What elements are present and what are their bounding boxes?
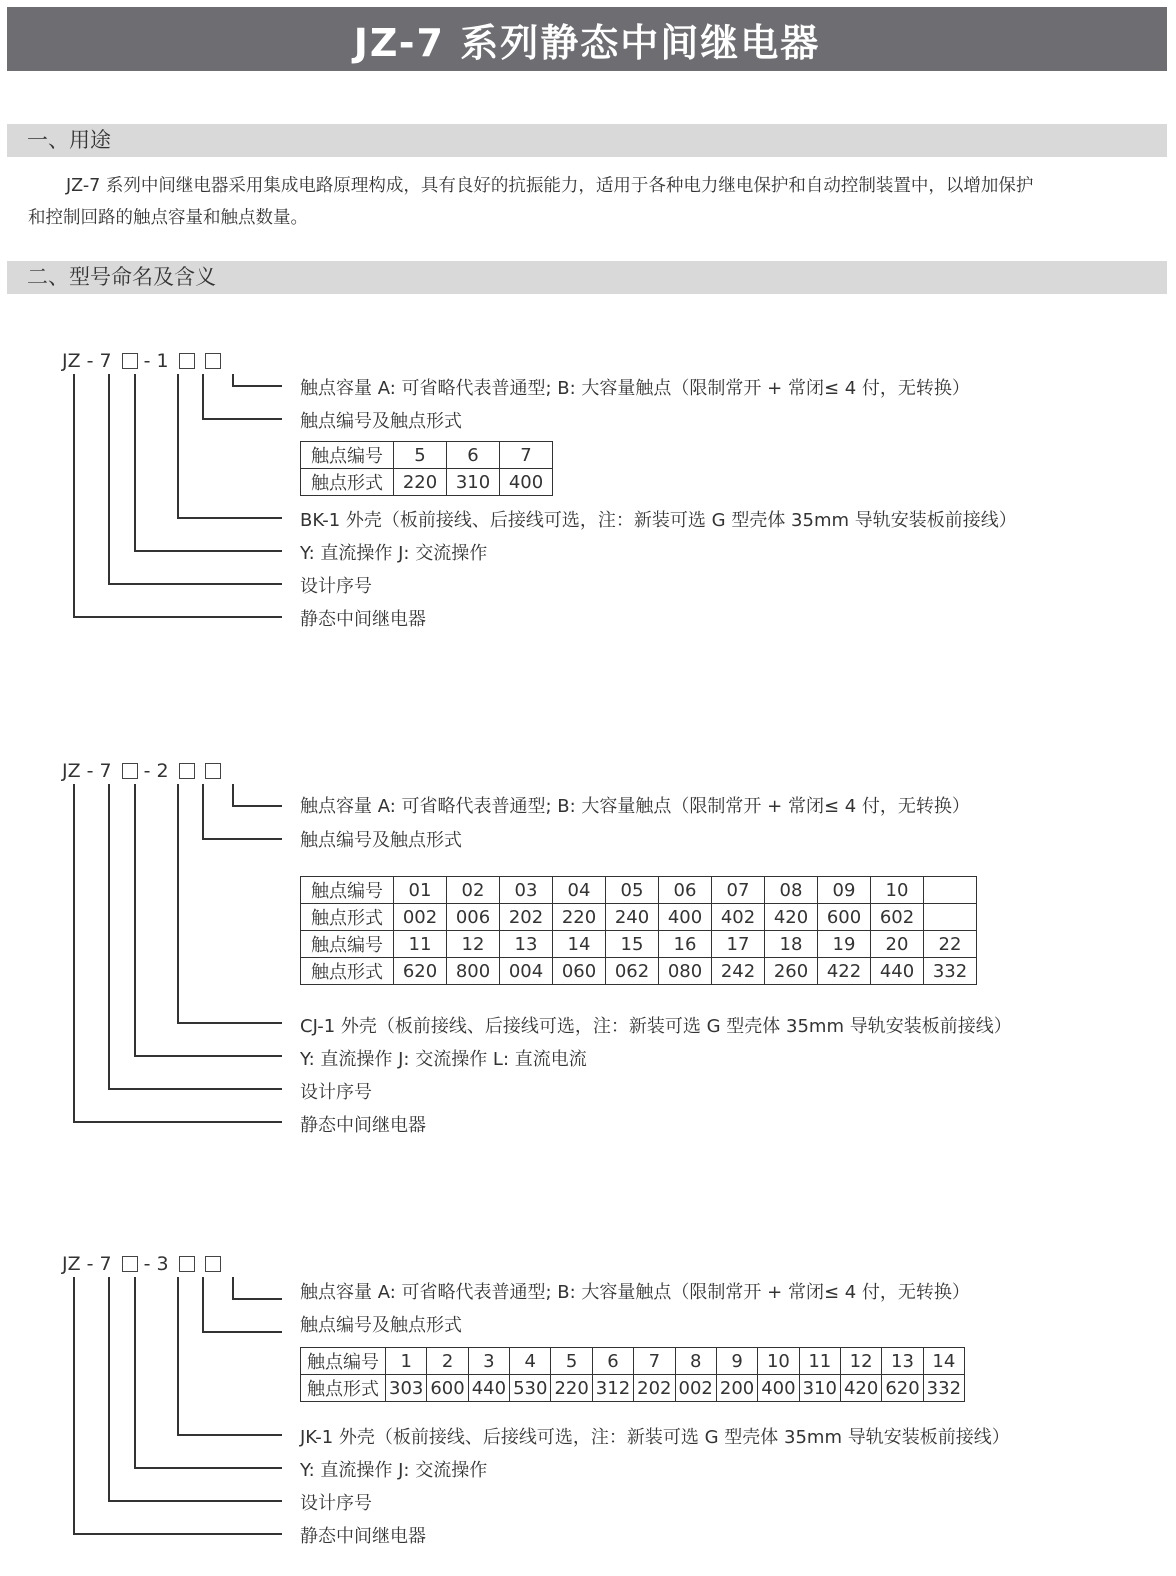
usage-paragraph	[28, 170, 1168, 234]
label-design-serial: 设计序号	[300, 1493, 372, 1514]
placeholder-box	[205, 763, 221, 779]
contact-table-3	[300, 1347, 965, 1402]
placeholder-box	[205, 353, 221, 369]
table-row: 触点编号 11 12 13 14 15 16 17 18 19 20 22	[301, 931, 977, 958]
label-relay-type: 静态中间继电器	[300, 1526, 426, 1547]
placeholder-box	[179, 353, 195, 369]
table-row: 触点形式 220 310 400	[301, 469, 553, 496]
label-contact-capacity: 触点容量 A: 可省略代表普通型; B: 大容量触点（限制常开 + 常闭≤ 4 付，无转换）	[300, 1282, 970, 1303]
page-title: JZ-7 系列静态中间继电器	[7, 7, 1167, 71]
table-row: 触点编号 1 2 3 4 5 6 7 8 9 10 11 12 13 14	[301, 1348, 965, 1375]
placeholder-box	[122, 1256, 138, 1272]
contact-table-2	[300, 876, 977, 985]
section-heading-model: 二、型号命名及含义	[7, 261, 1167, 294]
label-design-serial: 设计序号	[300, 576, 372, 597]
label-relay-type: 静态中间继电器	[300, 609, 426, 630]
model-code-2: JZ - 7 - 2	[62, 760, 227, 782]
table-row: 触点形式 620 800 004 060 062 080 242 260 422 440 332	[301, 958, 977, 985]
label-contact-number-form: 触点编号及触点形式	[300, 830, 462, 851]
model-diagram-3	[0, 1253, 1176, 1553]
label-contact-number-form: 触点编号及触点形式	[300, 1315, 462, 1336]
label-design-serial: 设计序号	[300, 1082, 372, 1103]
label-housing: BK-1 外壳（板前接线、后接线可选，注：新装可选 G 型壳体 35mm 导轨安装板前接线）	[300, 510, 1017, 531]
label-relay-type: 静态中间继电器	[300, 1115, 426, 1136]
section-heading-usage: 一、用途	[7, 124, 1167, 157]
placeholder-box	[205, 1256, 221, 1272]
contact-table-1	[300, 441, 553, 496]
model-code-1: JZ - 7 - 1	[62, 350, 227, 372]
table-row: 触点形式 002 006 202 220 240 400 402 420 600 602	[301, 904, 977, 931]
label-operation: Y: 直流操作 J: 交流操作 L: 直流电流	[300, 1049, 587, 1070]
model-diagram-2	[0, 760, 1176, 1140]
placeholder-box	[179, 1256, 195, 1272]
label-operation: Y: 直流操作 J: 交流操作	[300, 1460, 488, 1481]
placeholder-box	[122, 763, 138, 779]
label-operation: Y: 直流操作 J: 交流操作	[300, 543, 488, 564]
label-housing: CJ-1 外壳（板前接线、后接线可选，注：新装可选 G 型壳体 35mm 导轨安装板前接线）	[300, 1016, 1012, 1037]
label-contact-capacity: 触点容量 A: 可省略代表普通型; B: 大容量触点（限制常开 + 常闭≤ 4 付，无转换）	[300, 796, 970, 817]
table-row: 触点编号 5 6 7	[301, 442, 553, 469]
usage-line-2: 和控制回路的触点容量和触点数量。	[28, 208, 308, 228]
placeholder-box	[122, 353, 138, 369]
model-diagram-1	[0, 350, 1176, 640]
placeholder-box	[179, 763, 195, 779]
label-contact-capacity: 触点容量 A: 可省略代表普通型; B: 大容量触点（限制常开 + 常闭≤ 4 付，无转换）	[300, 378, 970, 399]
table-row: 触点形式 303 600 440 530 220 312 202 002 200 400 310 420 620 332	[301, 1375, 965, 1402]
usage-line-1: JZ-7 系列中间继电器采用集成电路原理构成，具有良好的抗振能力，适用于各种电力继电保护和自动控制装置中，以增加保护	[66, 176, 1034, 196]
label-housing: JK-1 外壳（板前接线、后接线可选，注：新装可选 G 型壳体 35mm 导轨安装板前接线）	[300, 1427, 1010, 1448]
model-code-3: JZ - 7 - 3	[62, 1253, 227, 1275]
label-contact-number-form: 触点编号及触点形式	[300, 411, 462, 432]
table-row: 触点编号 01 02 03 04 05 06 07 08 09 10	[301, 877, 977, 904]
